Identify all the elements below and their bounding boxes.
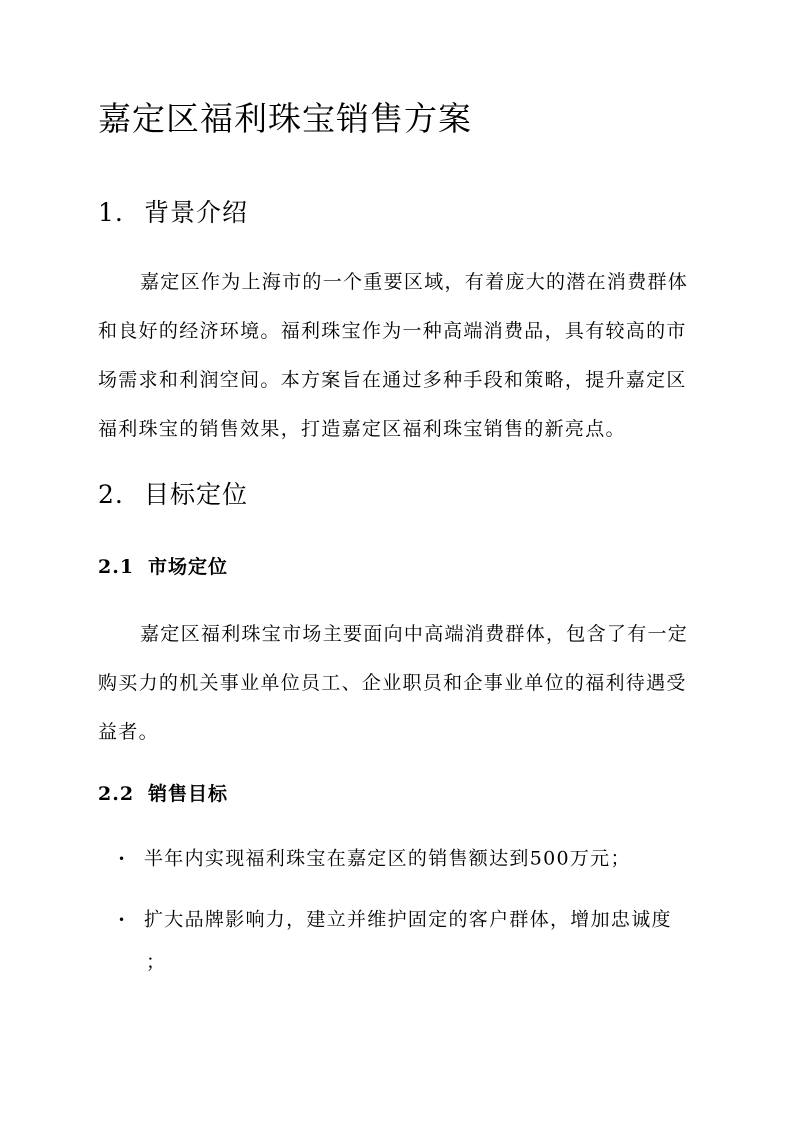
bullet-item xyxy=(118,834,631,884)
bullet-text: 扩大品牌影响力，建立并维护固定的客户群体，增加忠诚度 xyxy=(144,908,672,931)
bullet-icon: • xyxy=(118,851,127,866)
paragraph-line: 益者。 xyxy=(98,721,159,743)
subsection-number: 2.1 xyxy=(98,556,135,578)
paragraph-line: 和良好的经济环境。福利珠宝作为一种高端消费品，具有较高的市 xyxy=(98,320,687,342)
paragraph-line: 场需求和利润空间。本方案旨在通过多种手段和策略，提升嘉定区 xyxy=(98,369,687,391)
subsection-2-1-paragraph xyxy=(98,610,708,757)
bullet-text: 半年内实现福利珠宝在嘉定区的销售额达到500万元； xyxy=(144,847,631,870)
subsection-title: 销售目标 xyxy=(148,783,229,805)
section-title: 目标定位 xyxy=(144,480,249,509)
section-number: 2. xyxy=(98,480,124,509)
subsection-2-1-heading xyxy=(98,553,228,581)
bullet-item xyxy=(118,895,672,945)
bullet-icon: • xyxy=(118,912,127,927)
document-title: 嘉定区福利珠宝销售方案 xyxy=(98,99,472,138)
section-2-heading xyxy=(98,478,248,512)
subsection-2-2-heading xyxy=(98,780,228,808)
bullet-continuation: ； xyxy=(146,951,166,973)
section-number: 1. xyxy=(98,198,124,227)
subsection-title: 市场定位 xyxy=(148,556,229,578)
paragraph-line: 购买力的机关事业单位员工、企业职员和企事业单位的福利待遇受 xyxy=(98,672,687,694)
paragraph-line: 嘉定区作为上海市的一个重要区域，有着庞大的潜在消费群体 xyxy=(140,271,689,293)
section-title: 背景介绍 xyxy=(144,198,249,227)
paragraph-line: 福利珠宝的销售效果，打造嘉定区福利珠宝销售的新亮点。 xyxy=(98,418,626,440)
section-1-heading xyxy=(98,196,248,230)
subsection-number: 2.2 xyxy=(98,783,135,805)
section-1-paragraph xyxy=(98,258,708,454)
paragraph-line: 嘉定区福利珠宝市场主要面向中高端消费群体，包含了有一定 xyxy=(140,623,689,645)
